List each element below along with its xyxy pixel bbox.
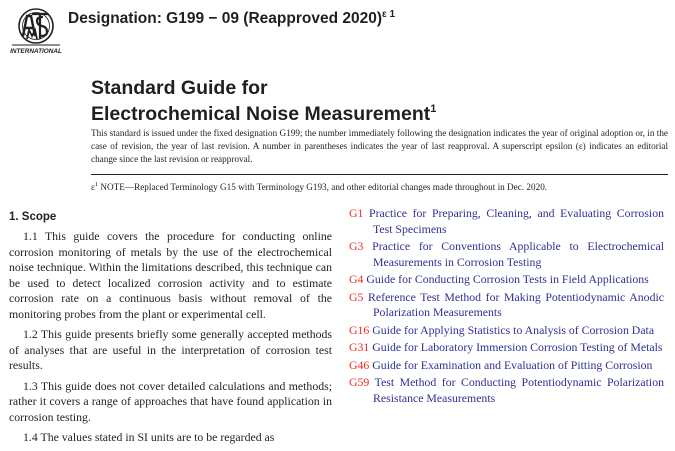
document-title xyxy=(91,78,436,125)
reference-link[interactable] xyxy=(349,290,664,321)
reference-link[interactable] xyxy=(349,206,664,237)
reference-code[interactable]: G4 xyxy=(349,272,364,286)
referenced-standards-list xyxy=(349,206,664,408)
reference-title[interactable]: Guide for Examination and Evaluation of Pitting Corrosion xyxy=(369,357,653,372)
designation-epsilon: ε 1 xyxy=(382,9,396,20)
scope-paragraph: 1.3 This guide does not cover detailed calculations and methods; rather it covers a range of approaches that have found application in corrosion testing. xyxy=(9,378,332,424)
reference-title[interactable]: Practice for Preparing, Cleaning, and Evaluating Corrosion Test Specimens xyxy=(363,206,664,236)
reference-code[interactable]: G16 xyxy=(349,322,370,337)
reference-code[interactable]: G59 xyxy=(349,375,370,389)
title-line-2: Electrochemical Noise Measurement xyxy=(91,103,431,125)
scope-paragraph: 1.1 This guide covers the procedure for conducting online corrosion monitoring of metals by the use of the electrochemical noise technique. Within the limitations described, this technique can be used to detect localized corrosion activity and to estimate corrosion rate on a continuous basis without removal of the monitoring probes from the plant or experimental cell. xyxy=(9,229,332,321)
scope-paragraph: 1.2 This guide presents briefly some generally accepted methods of analyses that are useful in the interpretation of corrosion test results. xyxy=(9,327,332,372)
reference-title[interactable]: Practice for Conventions Applicable to Electrochemical Measurements in Corrosion Testing xyxy=(363,239,664,269)
reference-link[interactable] xyxy=(349,340,664,356)
reference-code[interactable]: G46 xyxy=(349,357,370,372)
designation-heading xyxy=(68,9,395,28)
editorial-note-text: NOTE—Replaced Terminology G15 with Terminology G193, and other editorial changes made throughout in Dec. 2020. xyxy=(98,182,548,192)
logo-wordmark: INTERNATIONAL xyxy=(10,48,62,55)
title-line-1: Standard Guide for xyxy=(91,77,268,99)
reference-link[interactable] xyxy=(349,272,664,288)
reference-link[interactable] xyxy=(349,358,664,374)
note-divider xyxy=(91,174,668,175)
editorial-note-symbol: ε xyxy=(91,182,95,192)
editorial-note xyxy=(91,178,671,194)
reference-title[interactable]: Guide for Applying Statistics to Analysis of Corrosion Data xyxy=(369,322,655,337)
reference-code[interactable]: G3 xyxy=(349,239,364,253)
reference-link[interactable] xyxy=(349,375,664,406)
reference-title[interactable]: Guide for Conducting Corrosion Tests in Field Applications xyxy=(363,272,649,286)
editorial-note-sup: 1 xyxy=(94,181,99,188)
reference-link[interactable] xyxy=(349,239,664,270)
astm-logo xyxy=(10,6,62,56)
reference-code[interactable]: G1 xyxy=(349,206,364,220)
reference-code[interactable]: G5 xyxy=(349,289,364,304)
astm-logo-mark xyxy=(10,6,62,56)
reference-link[interactable] xyxy=(349,323,664,339)
reference-code[interactable]: G31 xyxy=(349,340,370,354)
scope-paragraph: 1.4 The values stated in SI units are to be regarded as xyxy=(23,430,275,444)
scope-heading: 1. Scope xyxy=(9,211,57,223)
reference-title[interactable]: Test Method for Conducting Potentiodynamic Polarization Resistance Measurements xyxy=(369,375,664,405)
reference-title[interactable]: Guide for Laboratory Immersion Corrosion Testing of Metals xyxy=(369,340,663,354)
scope-section xyxy=(9,208,332,451)
title-footnote-ref: 1 xyxy=(430,103,437,115)
issued-notice: This standard is issued under the fixed designation G199; the number immediately following the designation indicates the year of original adoption or, in the case of revision, the year of last revision. A number in parentheses indicates the year of last reapproval. A superscript epsilon (ε) indicates an editorial change since the last revision or reapproval. xyxy=(91,128,668,164)
reference-title[interactable]: Reference Test Method for Making Potentiodynamic Anodic Polarization Measurements xyxy=(363,289,664,319)
designation-text: Designation: G199 − 09 (Reapproved 2020) xyxy=(68,10,382,27)
